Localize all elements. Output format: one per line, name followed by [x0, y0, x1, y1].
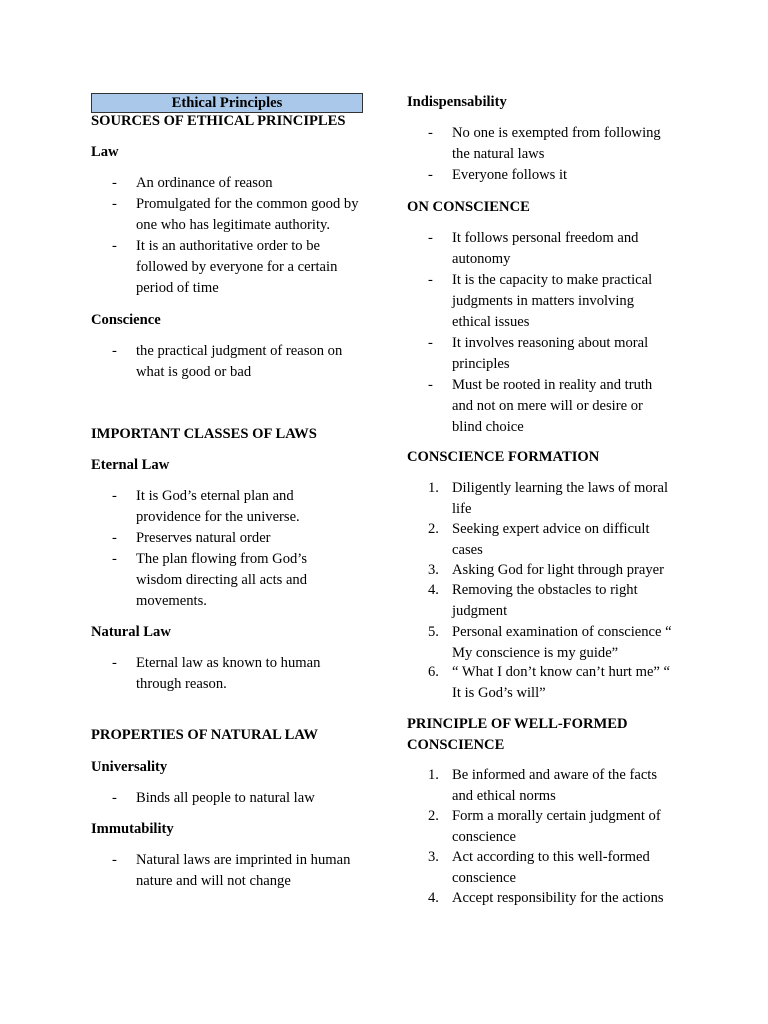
heading-conscience-formation: CONSCIENCE FORMATION	[407, 449, 600, 465]
list-item-text: It involves reasoning about moral principles	[452, 335, 649, 372]
list-item-text: Promulgated for the common good by one who has legitimate authority.	[136, 196, 359, 233]
list-item-text: It is an authoritative order to be followed by everyone for a certain period of time	[136, 238, 338, 296]
list-item-text: It is God’s eternal plan and providence for the universe.	[136, 488, 300, 525]
heading-classes-of-laws: IMPORTANT CLASSES OF LAWS	[91, 426, 317, 442]
heading-natural-law: Natural Law	[91, 624, 171, 640]
dash-marker: -	[112, 175, 117, 191]
number-marker: 5.	[428, 624, 439, 640]
dash-marker: -	[112, 551, 117, 567]
number-marker: 4.	[428, 890, 439, 906]
list-item-text: It follows personal freedom and autonomy	[452, 230, 639, 267]
heading-on-conscience: ON CONSCIENCE	[407, 199, 530, 215]
dash-marker: -	[112, 790, 117, 806]
dash-marker: -	[428, 230, 433, 246]
number-marker: 1.	[428, 480, 439, 496]
list-item-text: Removing the obstacles to right judgment	[452, 582, 638, 619]
dash-marker: -	[428, 272, 433, 288]
dash-marker: -	[428, 377, 433, 393]
list-item-text: “ What I don’t know can’t hurt me” “ It is God’s will”	[452, 664, 671, 701]
list-item-text: Be informed and aware of the facts and ethical norms	[452, 767, 658, 804]
number-marker: 1.	[428, 767, 439, 783]
dash-marker: -	[428, 125, 433, 141]
list-item-text: Preserves natural order	[136, 530, 271, 546]
number-marker: 3.	[428, 562, 439, 578]
heading-sources: SOURCES OF ETHICAL PRINCIPLES	[91, 113, 346, 129]
number-marker: 4.	[428, 582, 439, 598]
list-item-text: Form a morally certain judgment of conscience	[452, 808, 661, 845]
heading-well-formed-conscience: PRINCIPLE OF WELL-FORMED CONSCIENCE	[407, 716, 628, 753]
dash-marker: -	[112, 488, 117, 504]
list-item-text: No one is exempted from following the natural laws	[452, 125, 661, 162]
list-item-text: the practical judgment of reason on what is good or bad	[136, 343, 343, 380]
list-item-text: Seeking expert advice on difficult cases	[452, 521, 650, 558]
list-item-text: Personal examination of conscience “ My conscience is my guide”	[452, 624, 672, 661]
list-item-text: An ordinance of reason	[136, 175, 273, 191]
heading-universality: Universality	[91, 759, 168, 775]
dash-marker: -	[112, 238, 117, 254]
dash-marker: -	[112, 655, 117, 671]
number-marker: 3.	[428, 849, 439, 865]
heading-law: Law	[91, 144, 119, 160]
dash-marker: -	[112, 196, 117, 212]
dash-marker: -	[428, 167, 433, 183]
dash-marker: -	[112, 852, 117, 868]
list-item-text: Binds all people to natural law	[136, 790, 315, 806]
number-marker: 2.	[428, 808, 439, 824]
dash-marker: -	[112, 530, 117, 546]
list-item-text: Eternal law as known to human through reason.	[136, 655, 321, 692]
document-title-box: Ethical Principles	[91, 93, 363, 113]
heading-immutability: Immutability	[91, 821, 174, 837]
list-item-text: Diligently learning the laws of moral life	[452, 480, 669, 517]
dash-marker: -	[428, 335, 433, 351]
list-item-text: Act according to this well-formed conscience	[452, 849, 650, 886]
heading-properties: PROPERTIES OF NATURAL LAW	[91, 727, 318, 743]
list-item-text: Natural laws are imprinted in human nature and will not change	[136, 852, 351, 889]
number-marker: 6.	[428, 664, 439, 680]
list-item-text: It is the capacity to make practical judgments in matters involving ethical issues	[452, 272, 653, 330]
heading-indispensability: Indispensability	[407, 94, 507, 110]
list-item-text: Accept responsibility for the actions	[452, 890, 664, 906]
dash-marker: -	[112, 343, 117, 359]
list-item-text: Asking God for light through prayer	[452, 562, 664, 578]
heading-eternal-law: Eternal Law	[91, 457, 170, 473]
number-marker: 2.	[428, 521, 439, 537]
list-item-text: The plan flowing from God’s wisdom directing all acts and movements.	[136, 551, 308, 609]
heading-conscience: Conscience	[91, 312, 161, 328]
list-item-text: Everyone follows it	[452, 167, 568, 183]
list-item-text: Must be rooted in reality and truth and not on mere will or desire or blind choice	[452, 377, 653, 435]
